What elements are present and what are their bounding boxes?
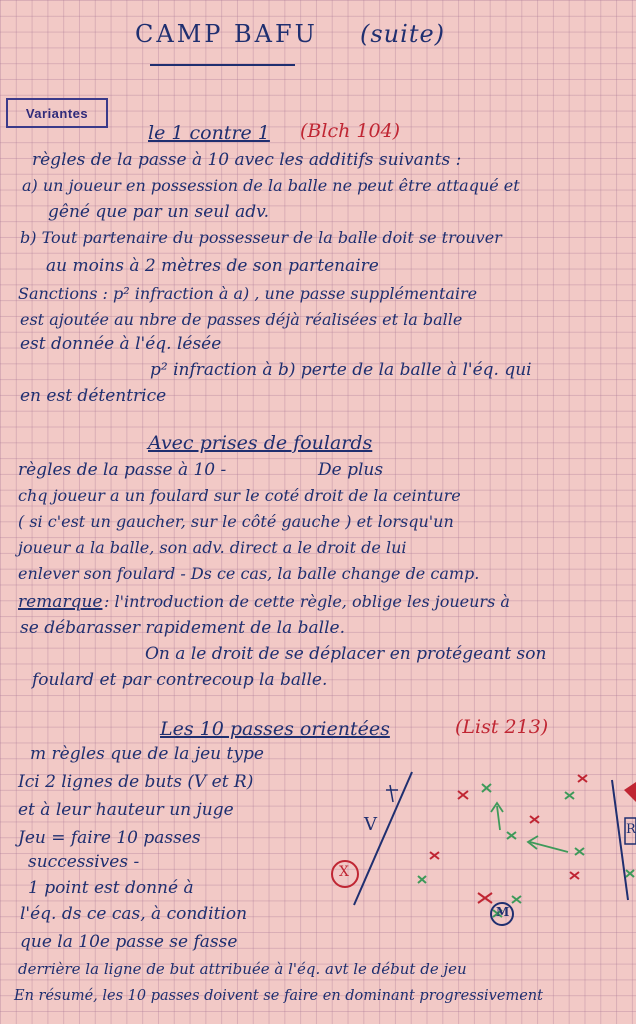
sec2-line-6: : l'introduction de cette règle, oblige les joueurs à (104, 592, 510, 611)
variantes-stamp: Variantes (6, 98, 108, 128)
sec2-line-5: enlever son foulard - Ds ce cas, la balle change de camp. (18, 564, 480, 583)
sec2-line-4: joueur a la balle, son adv. direct a le droit de lui (18, 538, 407, 557)
sec3-line-7: l'éq. ds ce cas, à condition (20, 904, 248, 924)
goal-line-v (354, 772, 412, 905)
sec2-line-8: On a le droit de se déplacer en protégeant son (145, 644, 547, 664)
section-3-title: Les 10 passes orientées (160, 718, 390, 740)
diagram-label-r: R (626, 822, 636, 837)
sec1-line-8: est donnée à l'éq. lésée (20, 334, 222, 354)
sec2-line-1b: De plus (318, 460, 384, 480)
sec3-line-9: derrière la ligne de but attribuée à l'éq. avt le début de jeu (18, 960, 467, 978)
sec1-line-3: gêné que par un seul adv. (48, 202, 270, 222)
goal-arrow (390, 785, 393, 802)
sec2-line-7: se débarasser rapidement de la balle. (20, 618, 346, 638)
sec3-line-4: Jeu = faire 10 passes (18, 828, 201, 848)
flag-icon (624, 782, 636, 802)
sec1-line-10: en est détentrice (20, 386, 167, 406)
sec3-line-2: Ici 2 lignes de buts (V et R) (18, 772, 254, 792)
sec1-line-5: au moins à 2 mètres de son partenaire (46, 256, 379, 276)
sec3-line-8: que la 10e passe se fasse (20, 932, 238, 952)
sec2-line-2: chq joueur a un foulard sur le coté droit de la ceinture (18, 486, 461, 505)
sec3-line-6: 1 point est donné à (28, 878, 194, 898)
sec3-line-1: m règles que de la jeu type (30, 744, 264, 764)
section-1-title: le 1 contre 1 (148, 122, 270, 144)
sec3-line-5: successives - (28, 852, 140, 872)
sec1-line-4: b) Tout partenaire du possesseur de la balle doit se trouver (20, 228, 502, 247)
diagram-referee-m: M (496, 905, 510, 919)
pass-arrows (491, 803, 568, 852)
section-2-title: Avec prises de foulards (148, 432, 373, 454)
sec3-line-10: En résumé, les 10 passes doivent se faire en dominant progressivement (14, 988, 543, 1004)
sec2-line-3: ( si c'est un gaucher, sur le côté gauche ) et lorsqu'un (18, 512, 454, 531)
page-title-suffix: (suite) (360, 20, 446, 48)
sec2-line-1: règles de la passe à 10 - (18, 460, 227, 480)
sec1-line-9: p² infraction à b) perte de la balle à l'éq. qui (150, 360, 532, 380)
sec1-line-6: Sanctions : p² infraction à a) , une passe supplémentaire (18, 284, 478, 303)
sec1-line-7: est ajoutée au nbre de passes déjà réalisées et la balle (20, 310, 463, 329)
sec2-line-9: foulard et par contrecoup la balle. (32, 670, 328, 690)
sec2-remarque: remarque (18, 592, 103, 612)
sec3-line-3: et à leur hauteur un juge (18, 800, 234, 820)
sec1-line-2: a) un joueur en possession de la balle ne peut être attaqué et (22, 176, 520, 195)
green-players (418, 784, 634, 917)
diagram-referee-x: X (339, 864, 349, 880)
diagram-label-v: V (364, 814, 377, 835)
page-title: CAMP BAFU (135, 20, 318, 48)
sec1-line-1: règles de la passe à 10 avec les additifs suivants : (32, 150, 462, 170)
section-3-ref: (List 213) (455, 716, 549, 738)
section-1-ref: (Blch 104) (300, 120, 401, 142)
